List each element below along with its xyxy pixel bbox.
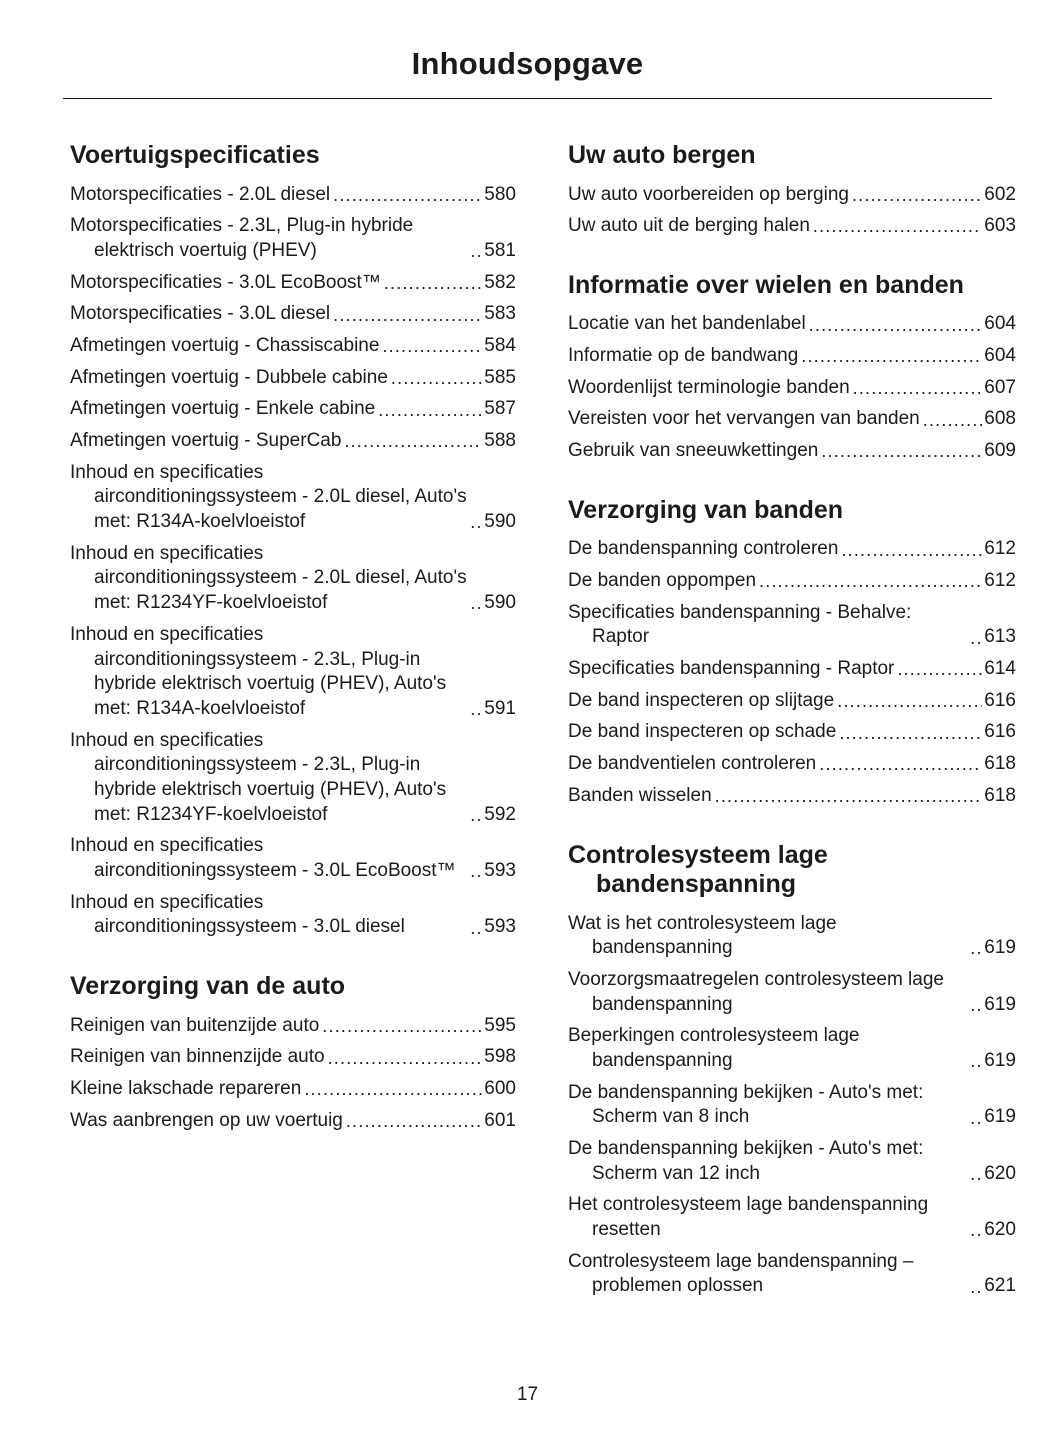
dot-leader: [839, 722, 982, 745]
toc-entry-page: 584: [484, 334, 516, 356]
toc-entry-page: 595: [484, 1014, 516, 1036]
toc-entry-page: 590: [484, 511, 516, 533]
dot-leader: [970, 1050, 982, 1073]
toc-entry-label: Was aanbrengen op uw voertuig: [70, 1109, 343, 1131]
toc-entry: [568, 407, 1016, 432]
dot-leader: [344, 430, 482, 453]
dot-leader: [970, 937, 982, 960]
toc-entry-label: Informatie op de bandwang: [568, 345, 799, 367]
toc-entry-label: Gebruik van sneeuwkettingen: [568, 440, 819, 462]
dot-leader: [923, 409, 983, 432]
toc-entry-page: 604: [984, 313, 1016, 335]
page-title: Inhoudsopgave: [411, 46, 644, 81]
toc-entry-page: 602: [984, 183, 1016, 205]
toc-entry-label: Inhoud en specificaties airconditioningssysteem - 3.0L EcoBoost™: [70, 835, 456, 881]
toc-entry: [568, 569, 1016, 594]
toc-entry: [70, 1045, 516, 1070]
section-heading: Uw auto bergen: [568, 141, 756, 169]
toc-entry: [568, 214, 1016, 239]
dot-leader: [333, 304, 482, 327]
toc-entry-label: De band inspecteren op schade: [568, 721, 837, 743]
toc-entry-label: Controlesysteem lage bandenspanning – problemen oplossen: [568, 1250, 914, 1297]
toc-entry: [568, 537, 1016, 562]
toc-entry-label: Het controlesysteem lage bandenspanning resetten: [568, 1194, 929, 1241]
toc-entry-label: Banden wisselen: [568, 784, 712, 806]
toc-entry-page: 604: [984, 345, 1016, 367]
dot-leader: [970, 1276, 982, 1299]
dot-leader: [378, 399, 482, 422]
toc-entry: [568, 601, 1016, 650]
toc-entry: [568, 912, 1016, 961]
dot-leader: [333, 184, 482, 207]
toc-entry-page: 598: [484, 1046, 516, 1068]
toc-entry-page: 619: [984, 937, 1016, 959]
toc-entry: [70, 891, 516, 940]
toc-entry: [70, 214, 516, 263]
dot-leader: [304, 1078, 482, 1101]
toc-entry-page: 593: [484, 860, 516, 881]
toc-column-right: [568, 141, 1016, 1306]
toc-entry-page: 612: [984, 538, 1016, 560]
toc-section: [568, 141, 1016, 239]
dot-leader: [470, 698, 482, 721]
toc-entry: [568, 968, 1016, 1017]
section-heading: Informatie over wielen en banden: [568, 270, 964, 299]
toc-entry-label: Uw auto uit de berging halen: [568, 215, 810, 237]
toc-entry: [70, 729, 516, 828]
toc-entry-page: 608: [984, 408, 1016, 430]
toc-columns: [70, 141, 1055, 1306]
dot-leader: [715, 785, 983, 808]
dot-leader: [970, 994, 982, 1017]
dot-leader: [970, 1163, 982, 1186]
toc-entry-label: De banden oppompen: [568, 570, 757, 591]
toc-entry-page: 614: [984, 658, 1016, 680]
toc-entry-page: 618: [984, 753, 1016, 775]
toc-entry-page: 593: [484, 916, 516, 938]
toc-entry: [568, 183, 1016, 208]
toc-entry-page: 588: [484, 430, 516, 451]
page-footer: [0, 1384, 1055, 1406]
dot-leader: [841, 539, 982, 562]
dot-leader: [322, 1015, 482, 1038]
section-heading: Voertuigspecificaties: [70, 141, 320, 169]
toc-entry-page: 591: [484, 697, 516, 719]
toc-entry-label: Motorspecificaties - 3.0L diesel: [70, 303, 331, 325]
dot-leader: [470, 860, 482, 883]
toc-entry-page: 601: [484, 1109, 516, 1131]
toc-entry: [568, 376, 1016, 401]
dot-leader: [970, 1107, 982, 1130]
toc-section: [70, 141, 516, 940]
dot-leader: [970, 627, 982, 650]
toc-entry: [70, 183, 516, 208]
toc-section: [70, 972, 516, 1133]
toc-entry: [568, 752, 1016, 777]
title-divider: [63, 98, 992, 99]
toc-entry: [568, 1193, 1016, 1242]
toc-entry: [70, 1014, 516, 1039]
section-heading: Verzorging van banden: [568, 495, 844, 524]
toc-entry: [70, 1077, 516, 1102]
section-heading: Controlesysteem lage bandenspanning: [568, 840, 828, 898]
dot-leader: [470, 240, 482, 263]
toc-entry-label: Inhoud en specificaties airconditioningssysteem - 2.3L, Plug-in hybride elektrisch voertuig (PHEV), Auto's met: R134A-koelvloeistof: [70, 623, 447, 719]
toc-entry-label: Uw auto voorbereiden op berging: [568, 183, 849, 205]
toc-entry-page: 616: [984, 689, 1016, 711]
toc-entry: [568, 657, 1016, 682]
toc-entry-page: 619: [984, 1106, 1016, 1128]
toc-entry: [70, 429, 516, 454]
toc-entry-page: 616: [984, 721, 1016, 743]
toc-entry: [70, 271, 516, 296]
toc-entry-page: 587: [484, 398, 516, 420]
toc-entry-page: 580: [484, 183, 516, 205]
toc-entry-page: 612: [984, 570, 1016, 591]
dot-leader: [470, 592, 482, 615]
toc-entry-page: 585: [484, 366, 516, 388]
toc-entry: [568, 1081, 1016, 1130]
toc-entry-label: Inhoud en specificaties airconditioningssysteem - 3.0L diesel: [70, 891, 405, 938]
toc-entry-page: 619: [984, 993, 1016, 1015]
page-header: [0, 0, 1055, 99]
toc-entry: [568, 312, 1016, 337]
dot-leader: [470, 804, 482, 827]
toc-entry-page: 609: [984, 440, 1016, 462]
toc-entry-page: 620: [984, 1162, 1016, 1184]
toc-entry-page: 583: [484, 303, 516, 325]
toc-entry-page: 590: [484, 592, 516, 614]
toc-entry-label: De bandenspanning bekijken - Auto's met: Scherm van 12 inch: [568, 1138, 924, 1184]
toc-section: [568, 496, 1016, 809]
toc-entry: [568, 720, 1016, 745]
toc-entry-label: Locatie van het bandenlabel: [568, 313, 806, 335]
toc-entry-page: 613: [984, 626, 1016, 648]
toc-entry: [70, 461, 516, 535]
dot-leader: [970, 1219, 982, 1242]
toc-entry-label: De bandenspanning controleren: [568, 538, 839, 560]
toc-entry-label: Reinigen van binnenzijde auto: [70, 1046, 325, 1068]
toc-entry: [70, 397, 516, 422]
section-heading: Verzorging van de auto: [70, 972, 346, 1001]
toc-entry: [568, 784, 1016, 809]
toc-entry-label: Inhoud en specificaties airconditioningssysteem - 2.0L diesel, Auto's met: R1234YF-koelvloeistof: [70, 542, 467, 614]
toc-column-left: [70, 141, 516, 1306]
toc-entry-page: 618: [984, 784, 1016, 806]
toc-entry-label: Woordenlijst terminologie banden: [568, 376, 850, 398]
toc-entry: [70, 623, 516, 722]
dot-leader: [819, 753, 982, 776]
toc-entry-page: 619: [984, 1049, 1016, 1071]
dot-leader: [382, 335, 482, 358]
toc-entry-label: Afmetingen voertuig - Enkele cabine: [70, 398, 376, 420]
toc-entry-label: De bandventielen controleren: [568, 753, 817, 775]
toc-entry: [70, 302, 516, 327]
toc-entry: [568, 689, 1016, 714]
dot-leader: [852, 184, 982, 207]
dot-leader: [821, 440, 982, 463]
toc-section: [568, 271, 1016, 464]
toc-entry-label: Afmetingen voertuig - SuperCab: [70, 430, 342, 451]
toc-entry-page: 620: [984, 1219, 1016, 1241]
dot-leader: [346, 1110, 482, 1133]
toc-entry-page: 592: [484, 803, 516, 825]
toc-entry: [568, 1137, 1016, 1186]
toc-entry: [568, 439, 1016, 464]
dot-leader: [801, 345, 982, 368]
toc-entry: [70, 834, 516, 883]
toc-entry-page: 600: [484, 1077, 516, 1099]
toc-entry-label: Reinigen van buitenzijde auto: [70, 1014, 320, 1036]
dot-leader: [384, 272, 482, 295]
toc-entry: [568, 344, 1016, 369]
toc-section: [568, 841, 1016, 1300]
toc-entry-label: Specificaties bandenspanning - Behalve: Raptor: [568, 601, 912, 648]
toc-entry-label: Vereisten voor het vervangen van banden: [568, 408, 920, 430]
toc-entry: [70, 334, 516, 359]
toc-entry-label: Wat is het controlesysteem lage bandenspanning: [568, 912, 837, 959]
page-number: 17: [516, 1384, 539, 1405]
toc-entry-label: Inhoud en specificaties airconditioningssysteem - 2.3L, Plug-in hybride elektrisch voertuig (PHEV), Auto's met: R1234YF-koelvloeistof: [70, 729, 447, 825]
toc-entry-label: Inhoud en specificaties airconditioningssysteem - 2.0L diesel, Auto's met: R134A-koelvloeistof: [70, 461, 467, 533]
toc-entry-label: De bandenspanning bekijken - Auto's met: Scherm van 8 inch: [568, 1081, 924, 1128]
dot-leader: [897, 658, 982, 681]
toc-entry-page: 603: [984, 215, 1016, 237]
toc-entry-label: Motorspecificaties - 2.3L, Plug-in hybride elektrisch voertuig (PHEV): [70, 215, 414, 261]
dot-leader: [328, 1047, 483, 1070]
dot-leader: [853, 377, 983, 400]
toc-entry-label: Kleine lakschade repareren: [70, 1077, 302, 1099]
toc-entry-label: Motorspecificaties - 2.0L diesel: [70, 183, 331, 205]
toc-entry-page: 607: [984, 376, 1016, 398]
toc-entry: [70, 1109, 516, 1134]
toc-entry: [568, 1250, 1016, 1299]
dot-leader: [391, 367, 482, 390]
toc-entry-label: Specificaties bandenspanning - Raptor: [568, 658, 895, 680]
dot-leader: [759, 570, 982, 593]
toc-entry-label: Beperkingen controlesysteem lage bandenspanning: [568, 1025, 860, 1071]
toc-entry-label: Motorspecificaties - 3.0L EcoBoost™: [70, 271, 381, 293]
toc-entry-page: 581: [484, 239, 516, 261]
toc-entry: [70, 542, 516, 616]
dot-leader: [837, 690, 982, 713]
toc-entry-label: Afmetingen voertuig - Chassiscabine: [70, 334, 380, 356]
toc-entry-label: De band inspecteren op slijtage: [568, 689, 835, 711]
dot-leader: [809, 314, 983, 337]
toc-entry-label: Afmetingen voertuig - Dubbele cabine: [70, 366, 388, 388]
dot-leader: [470, 511, 482, 534]
toc-entry-page: 582: [484, 271, 516, 293]
dot-leader: [470, 917, 482, 940]
toc-entry: [70, 366, 516, 391]
toc-entry-page: 621: [984, 1275, 1016, 1297]
toc-entry: [568, 1024, 1016, 1073]
dot-leader: [813, 215, 982, 238]
toc-entry-label: Voorzorgsmaatregelen controlesysteem lage bandenspanning: [568, 968, 944, 1015]
